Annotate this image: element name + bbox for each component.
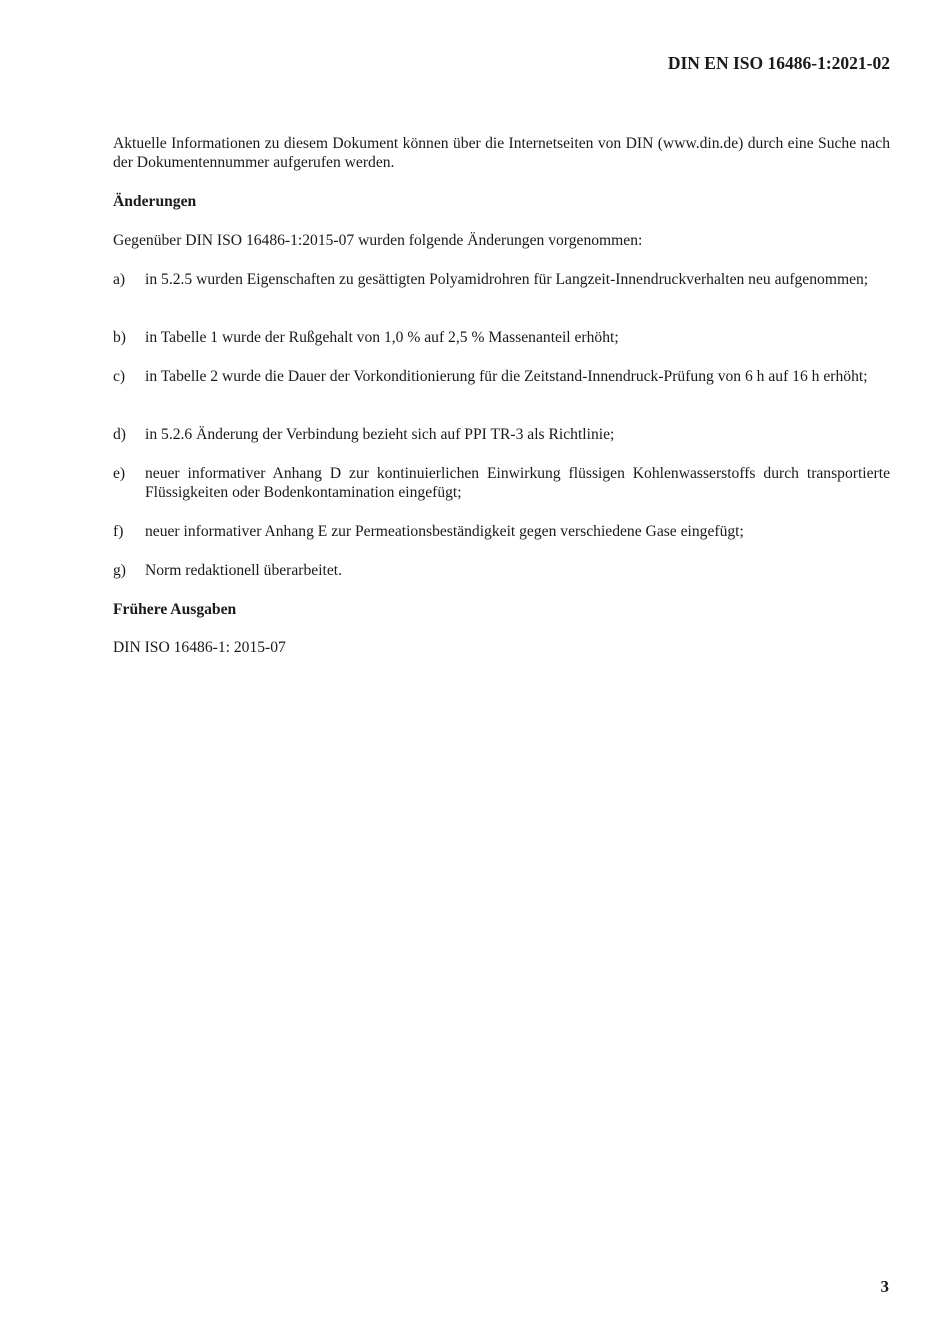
list-text: in 5.2.6 Änderung der Verbindung bezieht sich auf PPI TR-3 als Richtlinie; xyxy=(145,426,615,443)
list-marker: b) xyxy=(113,329,126,346)
list-text: neuer informativer Anhang E zur Permeationsbeständigkeit gegen verschiedene Gase eingefügt; xyxy=(145,523,744,540)
list-marker: g) xyxy=(113,562,126,579)
list-text: Norm redaktionell überarbeitet. xyxy=(145,562,343,579)
list-text: neuer informativer Anhang D zur kontinuierlichen Einwirkung flüssigen Kohlenwasserstoffs durch transportierte Flüssigkeiten oder Bodenkontamination eingefügt; xyxy=(145,465,890,501)
page-number: 3 xyxy=(880,1277,889,1296)
list-item xyxy=(113,464,890,502)
intro-paragraph: Aktuelle Informationen zu diesem Dokument können über die Internetseiten von DIN (www.din.de) durch eine Suche nach der Dokumentennummer aufgerufen werden. xyxy=(113,135,890,171)
document-id-header: DIN EN ISO 16486-1:2021-02 xyxy=(667,53,890,73)
list-item xyxy=(113,367,890,386)
list-item xyxy=(113,522,890,541)
list-item xyxy=(113,270,890,289)
list-item xyxy=(113,561,890,580)
list-marker: c) xyxy=(113,368,126,385)
previous-editions-text: DIN ISO 16486-1: 2015-07 xyxy=(113,639,286,656)
list-marker: a) xyxy=(113,271,126,288)
list-text: in Tabelle 2 wurde die Dauer der Vorkonditionierung für die Zeitstand-Innendruck-Prüfung von 6 h auf 16 h erhöht; xyxy=(145,368,868,385)
changes-heading: Änderungen xyxy=(113,193,197,210)
list-item xyxy=(113,328,890,347)
list-text: in Tabelle 1 wurde der Rußgehalt von 1,0 % auf 2,5 % Massenanteil erhöht; xyxy=(145,329,619,346)
list-marker: d) xyxy=(113,426,126,443)
previous-editions-heading: Frühere Ausgaben xyxy=(113,601,237,618)
changes-lead: Gegenüber DIN ISO 16486-1:2015-07 wurden folgende Änderungen vorgenommen: xyxy=(113,232,643,249)
list-marker: e) xyxy=(113,465,126,482)
list-item xyxy=(113,425,890,444)
list-text: in 5.2.5 wurden Eigenschaften zu gesättigten Polyamidrohren für Langzeit-Innendruckverhalten neu aufgenommen; xyxy=(145,271,869,288)
list-marker: f) xyxy=(113,523,124,540)
